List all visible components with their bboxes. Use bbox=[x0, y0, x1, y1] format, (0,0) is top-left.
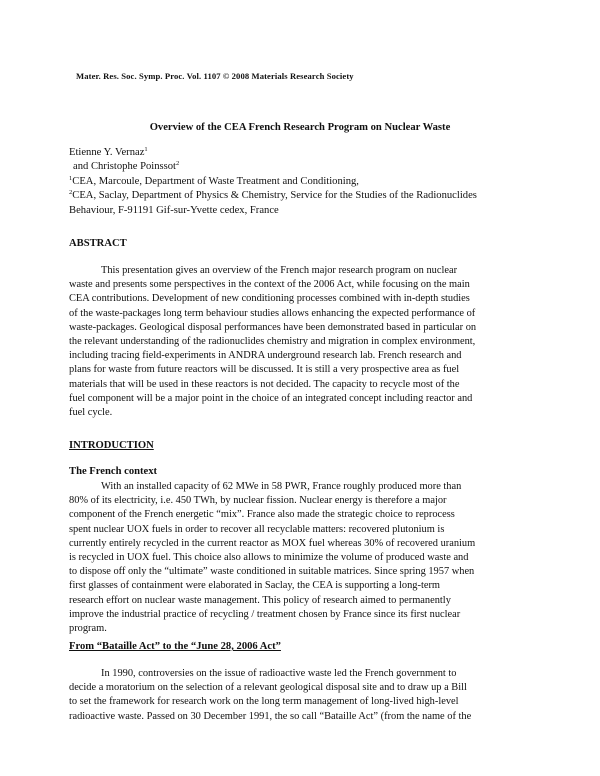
abstract-heading: ABSTRACT bbox=[69, 238, 127, 249]
text-line: With an installed capacity of 62 MWe in 58 PWR, France roughly produced more than bbox=[101, 481, 462, 492]
text-line: decide a moratorium on the selection of a relevant geological disposal site and to draw up a Bill bbox=[69, 682, 467, 694]
intro-paragraph-1 bbox=[69, 480, 535, 636]
text-line: fuel component will be a major point in the choice of an integrated concept including reactor and bbox=[69, 392, 473, 404]
author-line-1 bbox=[69, 146, 539, 160]
text-line: fuel cycle. bbox=[69, 407, 113, 419]
text-line: first glasses of containment were elaborated in Saclay, the CEA is supporting a long-term bbox=[69, 580, 440, 592]
author-name: and Christophe Poinssot bbox=[73, 161, 176, 173]
affiliation-text: CEA, Marcoule, Department of Waste Treatment and Conditioning, bbox=[72, 175, 359, 187]
text-line: to set the framework for research work on the long term management of long-lived high-level bbox=[69, 696, 459, 708]
affiliation-marker: 1 bbox=[69, 174, 73, 182]
text-line: waste and presents some perspectives in the context of the 2006 Act, while focusing on the main bbox=[69, 279, 470, 291]
text-line: This presentation gives an overview of the French major research program on nuclear bbox=[101, 265, 458, 276]
text-line: including tracing field-experiments in ANDRA underground research lab. French research and bbox=[69, 350, 462, 362]
paper-title: Overview of the CEA French Research Program on Nuclear Waste bbox=[149, 122, 451, 133]
journal-header: Mater. Res. Soc. Symp. Proc. Vol. 1107 © 2008 Materials Research Society bbox=[76, 71, 354, 81]
text-line: currently entirely recycled in the current reactor as MOX fuel whereas 30% of recovered uranium bbox=[69, 537, 476, 549]
text-line: waste-packages. Geological disposal performances have been demonstrated based in particular on bbox=[69, 321, 477, 333]
affiliation-text: CEA, Saclay, Department of Physics & Chemistry, Service for the Studies of the Radionuclides bbox=[72, 190, 477, 202]
text-line: research effort on nuclear waste management. This policy of research aimed to permanently bbox=[69, 594, 451, 606]
author-block bbox=[69, 146, 539, 218]
subheading-bataille-act: From “Bataille Act” to the “June 28, 2006 Act” bbox=[69, 641, 281, 652]
affiliation-marker: 2 bbox=[69, 189, 73, 197]
affiliation-1 bbox=[69, 175, 539, 189]
text-line: materials that will be used in these reactors is not decided. The capacity to recycle most of the bbox=[69, 378, 460, 390]
subheading-french-context: The French context bbox=[69, 466, 158, 477]
abstract-paragraph bbox=[69, 264, 535, 420]
intro-paragraph-2 bbox=[69, 667, 535, 724]
introduction-heading: INTRODUCTION bbox=[69, 440, 154, 451]
author-name: Etienne Y. Vernaz bbox=[69, 147, 145, 158]
affiliation-2 bbox=[69, 189, 539, 203]
text-line: component of the French energetic “mix”. France also made the strategic choice to reprocess bbox=[69, 509, 455, 521]
text-line: of the waste-packages long term behaviour studies allows enhancing the expected performance of bbox=[69, 307, 476, 319]
author-line-2 bbox=[69, 160, 539, 174]
affiliation-marker: 2 bbox=[176, 160, 180, 168]
text-line: CEA contributions. Development of new conditioning processes combined with in-depth studies bbox=[69, 293, 470, 305]
text-line: plans for waste from future reactors will be discussed. It is still a very prospective area as fuel bbox=[69, 364, 460, 376]
text-line: improve the industrial practice of recycling / treatment chosen by France since its first nuclear bbox=[69, 608, 461, 620]
affiliation-2-cont: Behaviour, F-91191 Gif-sur-Yvette cedex, France bbox=[69, 204, 279, 216]
text-line: 80% of its electricity, i.e. 450 TWh, by nuclear fission. Nuclear energy is therefore a major bbox=[69, 495, 447, 507]
text-line: spent nuclear UOX fuels in order to recover all recyclable matters: recovered plutonium is bbox=[69, 523, 445, 535]
affiliation-marker: 1 bbox=[144, 146, 148, 153]
text-line: In 1990, controversies on the issue of radioactive waste led the French government to bbox=[101, 668, 457, 679]
text-line: the relevant understanding of the radionuclides chemistry and migration in complex environment, bbox=[69, 336, 476, 348]
text-line: to dispose off only the “ultimate” waste conditioned in suitable matrices. Since spring 1957 when bbox=[69, 566, 475, 578]
text-line: is recycled in UOX fuel. This choice also allows to minimize the volume of produced waste and bbox=[69, 552, 469, 564]
text-line: program. bbox=[69, 623, 107, 635]
text-line: radioactive waste. Passed on 30 December 1991, the so call “Bataille Act” (from the name of the bbox=[69, 710, 472, 722]
